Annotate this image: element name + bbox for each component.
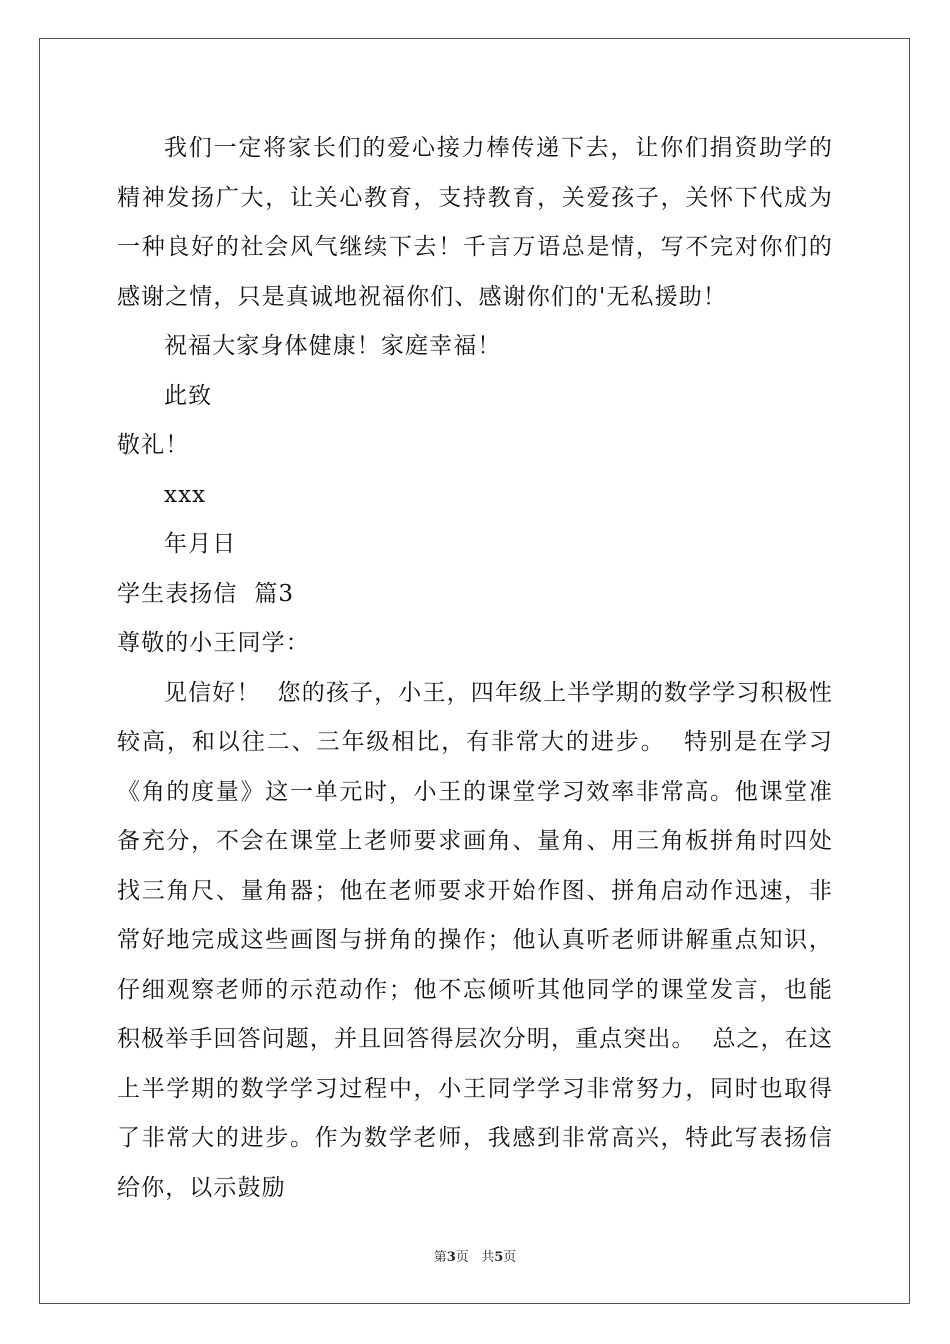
page-current: 3	[446, 1250, 456, 1265]
date-line: 年月日	[164, 531, 237, 557]
letter-greeting: 尊敬的小王同学：	[117, 630, 310, 656]
section-heading: 学生表扬信 篇3	[117, 580, 295, 607]
page-footer	[0, 1246, 950, 1265]
page-suffix: 页	[503, 1250, 517, 1265]
closing-respect: 敬礼！	[117, 432, 190, 458]
document-body	[117, 124, 833, 1213]
paragraph-thanks: 我们一定将家长们的爱心接力棒传递下去，让你们捐资助学的精神发扬广大，让关心教育，支持教育，关爱孩子，关怀下代成为一种良好的社会风气继续下去！千言万语总是情，写不完对你们的感谢之情，只是真诚地祝福你们、感谢你们的'无私援助！	[117, 135, 833, 310]
page-mid: 页 共	[455, 1250, 495, 1265]
page-total: 5	[494, 1250, 504, 1265]
paragraph-blessing: 祝福大家身体健康！家庭幸福！	[164, 333, 502, 359]
signature: xxx	[164, 481, 207, 508]
page-prefix: 第	[433, 1250, 447, 1265]
closing-salutation: 此致	[164, 382, 213, 409]
letter-body: 见信好！ 您的孩子，小王，四年级上半学期的数学学习积极性较高，和以往二、三年级相比，有非常大的进步。 特别是在学习《角的度量》这一单元时，小王的课堂学习效率非常高。他课堂准备充分，不会在课堂上老师要求画角、量角、用三角板拼角时四处找三角尺、量角器；他在老师要求开始作图、拼角启动作迅速，非常好地完成这些画图与拼角的操作；他认真听老师讲解重点知识，仔细观察老师的示范动作；他不忘倾听其他同学的课堂发言，也能积极举手回答问题，并且回答得层次分明，重点突出。 总之，在这上半学期的数学学习过程中，小王同学学习非常努力，同时也取得了非常大的进步。作为数学老师，我感到非常高兴，特此写表扬信给你，以示鼓励	[117, 679, 833, 1201]
